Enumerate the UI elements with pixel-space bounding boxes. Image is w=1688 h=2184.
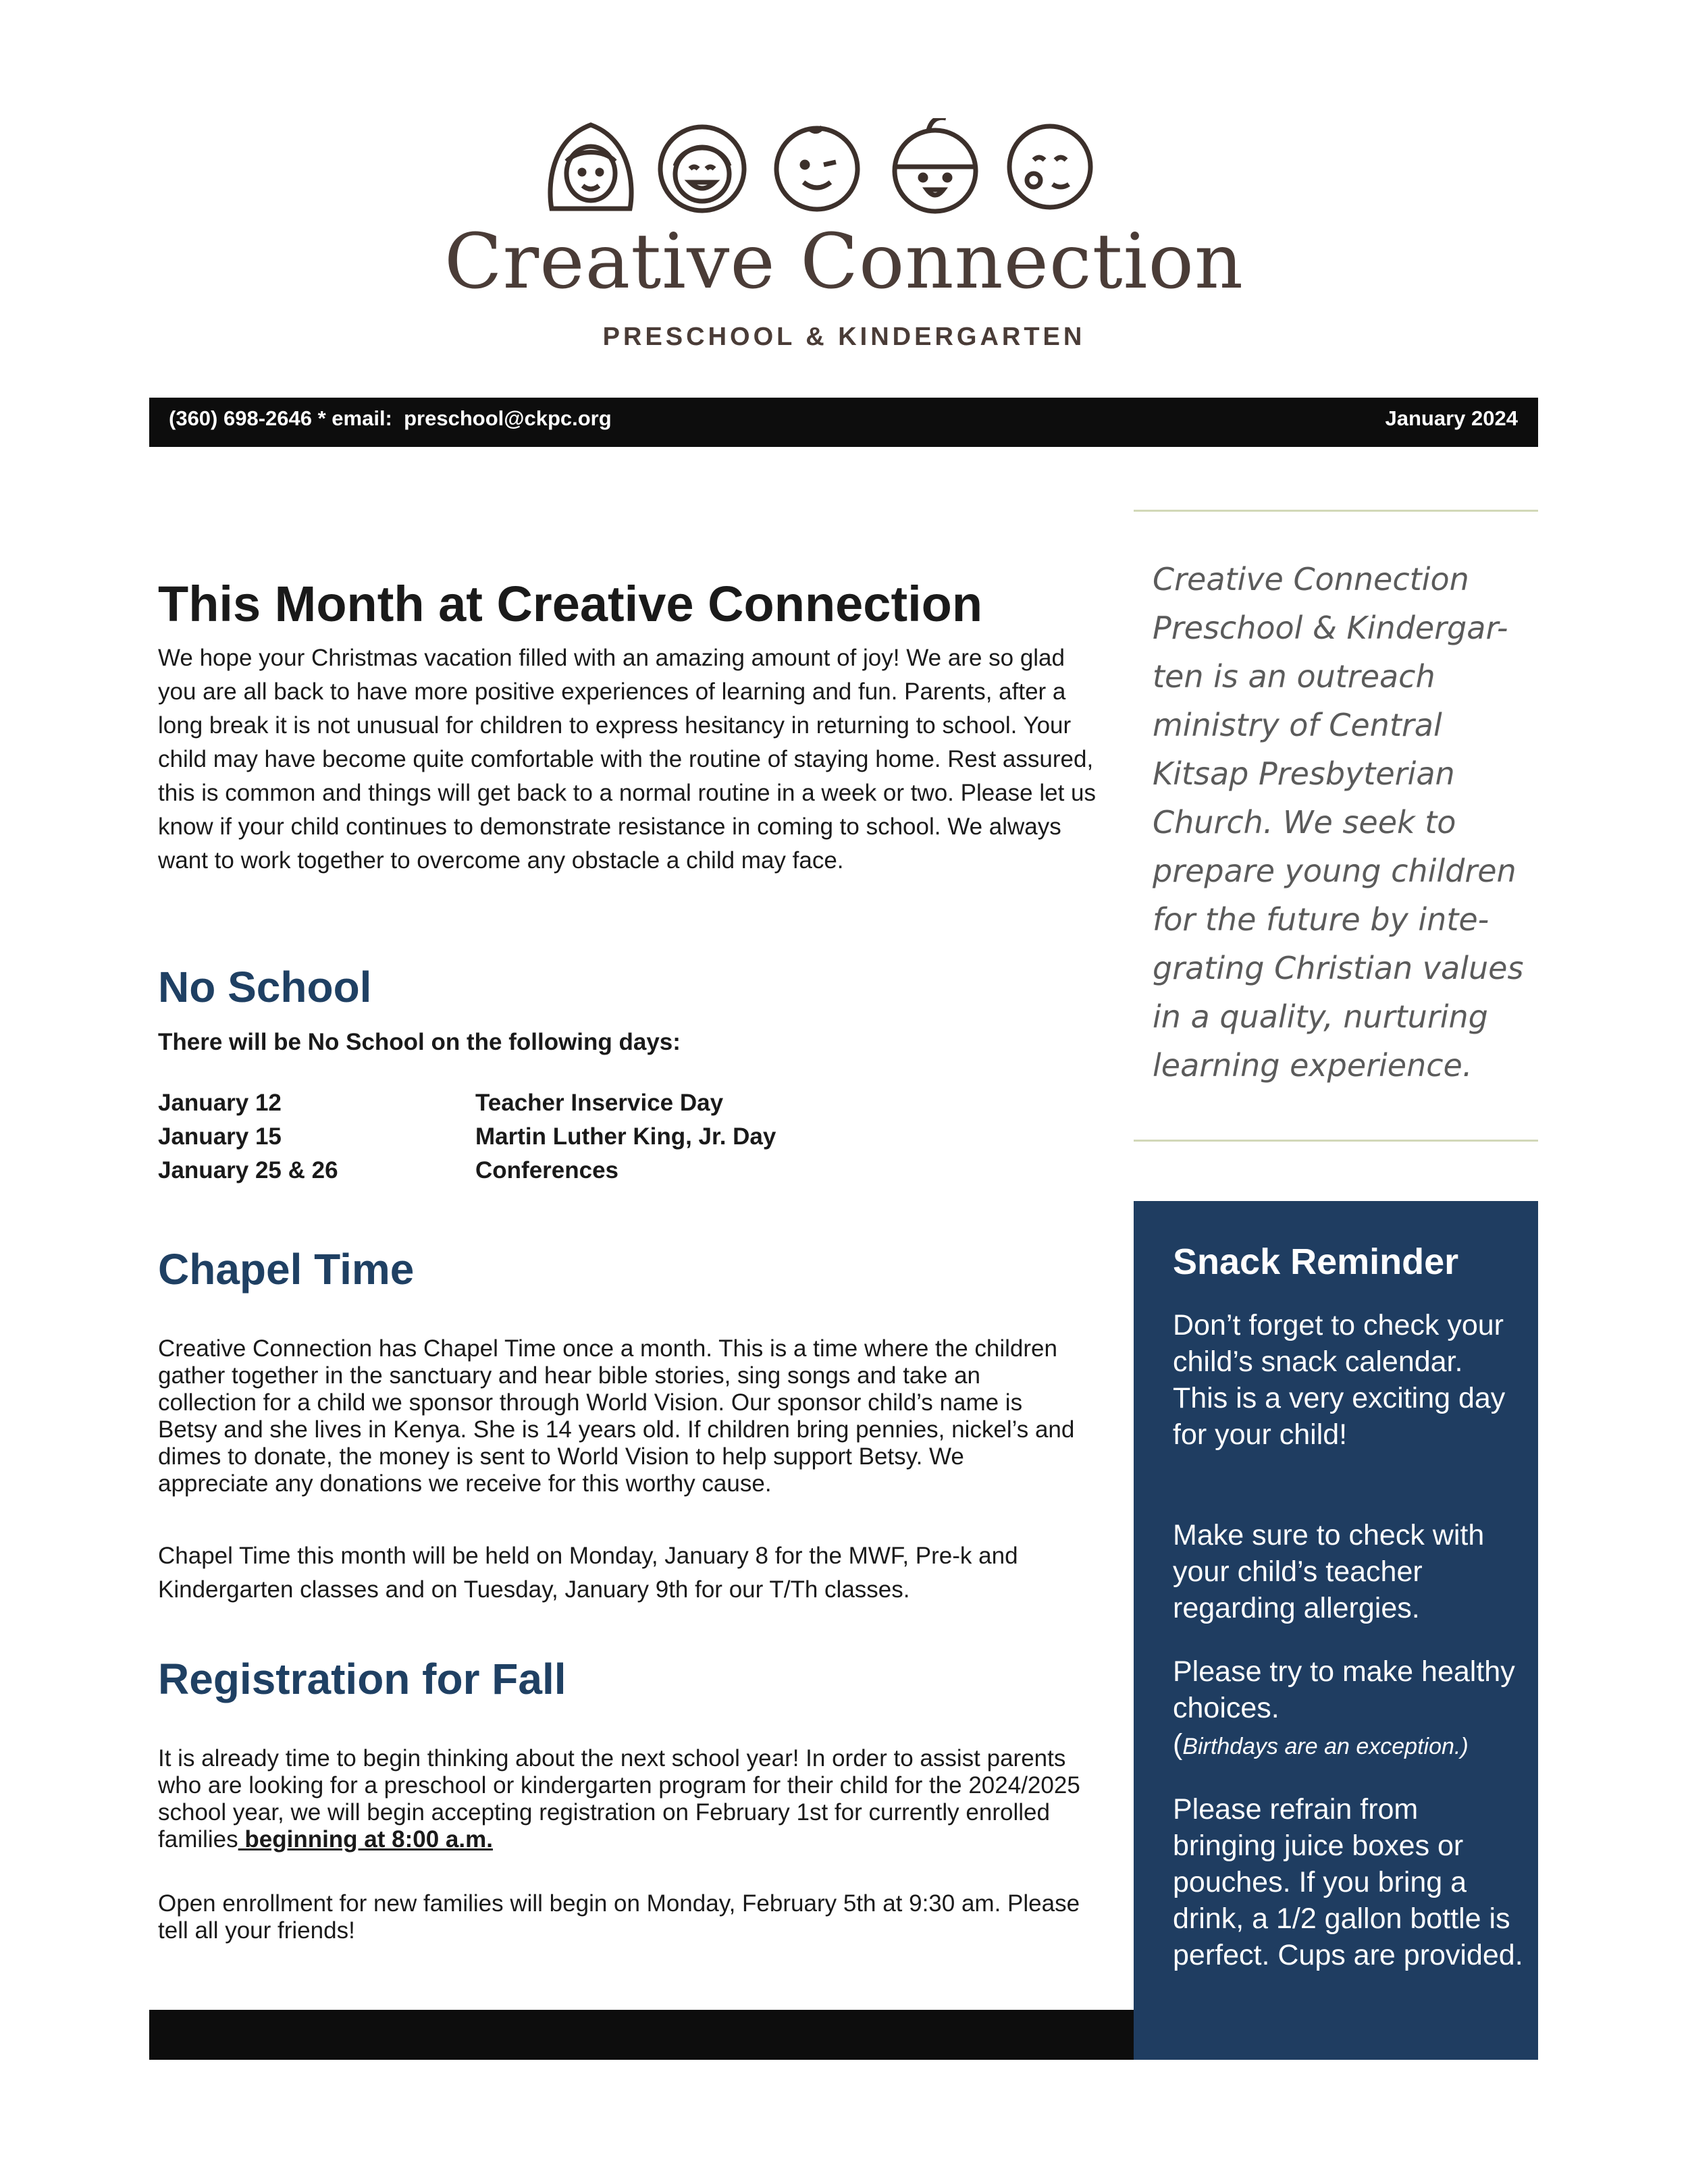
mission-line: grating Christian values bbox=[1153, 950, 1524, 986]
open-enrollment-paragraph: Open enrollment for new families will begin on Monday, February 5th at 9:30 am. Please tell all your friends! bbox=[158, 1890, 1080, 1944]
sidebar-rule-top bbox=[1134, 510, 1538, 512]
mission-line: Preschool & Kindergar- bbox=[1153, 610, 1508, 646]
mission-line: Church. We seek to bbox=[1153, 804, 1456, 841]
logo-subtitle: PRESCHOOL & KINDERGARTEN bbox=[602, 323, 1086, 351]
drinks-text: Please refrain from bringing juice boxes or pouches. If you bring a drink, a 1/2 gallon bottle is perfect. Cups are provided. bbox=[1173, 1793, 1523, 1971]
birthday-note bbox=[1173, 1726, 1524, 1765]
mission-line: learning experience. bbox=[1153, 1047, 1473, 1084]
allergies-text: Make sure to check with your child’s teacher regarding allergies. bbox=[1173, 1519, 1485, 1624]
mission-line: Kitsap Presbyterian bbox=[1153, 755, 1455, 792]
chapel-schedule-paragraph: Chapel Time this month will be held on Monday, January 8 for the MWF, Pre-k and Kindergarten classes and on Tuesday, January 9th for our T/Th classes. bbox=[158, 1543, 1018, 1603]
healthy-choices-text bbox=[1173, 1653, 1524, 1765]
sidebar-rule-bottom bbox=[1134, 1140, 1538, 1142]
registration-text: It is already time to begin thinking about the next school year! In order to assist parents who are looking for a preschool or kindergarten program for their child for the 2024/2025 school year, we will begin accepting registration on February 1st for currently enrolled families bbox=[158, 1745, 1080, 1853]
no-school-reason: Martin Luther King, Jr. Day bbox=[475, 1123, 776, 1150]
chapel-heading: Chapel Time bbox=[158, 1245, 415, 1294]
registration-time: beginning at 8:00 a.m. bbox=[238, 1826, 493, 1853]
mission-line: in a quality, nurturing bbox=[1153, 998, 1488, 1035]
logo-title: Creative Connection bbox=[444, 218, 1244, 306]
registration-heading: Registration for Fall bbox=[158, 1655, 566, 1703]
footer-bar bbox=[149, 2010, 1134, 2060]
no-school-reason: Teacher Inservice Day bbox=[475, 1090, 724, 1116]
no-school-date: January 25 & 26 bbox=[158, 1157, 338, 1183]
mission-line: ministry of Central bbox=[1153, 707, 1442, 743]
blushing-face-icon bbox=[1009, 126, 1090, 207]
mission-line: for the future by inte- bbox=[1153, 901, 1489, 938]
chapel-paragraph: Creative Connection has Chapel Time once a month. This is a time where the children gather together in the sanctuary and hear bible stories, sing songs and take an collection for a child we sponsor through World Vision. Our sponsor child’s name is Betsy and she lives in Kenya. She is 14 years old. If children bring pennies, nickel’s and dimes to donate, the money is sent to World Vision to help support Betsy. We appreciate any donations we receive for this worthy cause. bbox=[158, 1335, 1075, 1497]
toddler-face-icon bbox=[895, 118, 976, 211]
logo-faces bbox=[544, 118, 1097, 216]
no-school-date: January 12 bbox=[158, 1090, 282, 1116]
contact-info: (360) 698-2646 * email: preschool@ckpc.org bbox=[169, 406, 612, 430]
birthday-note-text: Birthdays are an exception.) bbox=[1182, 1734, 1469, 1759]
mission-line: Creative Connection bbox=[1153, 561, 1469, 597]
mission-line: ten is an outreach bbox=[1153, 658, 1435, 695]
winking-face-icon bbox=[776, 127, 858, 209]
no-school-lead: There will be No School on the following days: bbox=[158, 1029, 681, 1055]
intro-paragraph: We hope your Christmas vacation filled with an amazing amount of joy! We are so glad you are all back to have more positive experiences of learning and fun. Parents, after a long break it is not unusual for children to express hesitancy in returning to school. Your child may have become quite comfortable with the routine of staying home. Rest assured, this is common and things will get back to a normal routine in a week or two. Please let us know if your child continues to demonstrate resistance in coming to school. We always want to work together to overcome any obstacle a child may face. bbox=[158, 645, 1097, 874]
no-school-heading: No School bbox=[158, 963, 372, 1011]
page-title: This Month at Creative Connection bbox=[158, 576, 983, 632]
snack-reminder-title: Snack Reminder bbox=[1173, 1242, 1459, 1282]
snack-calendar-text: Don’t forget to check your child’s snack calendar. This is a very exciting day for your child! bbox=[1173, 1309, 1506, 1451]
no-school-date: January 15 bbox=[158, 1123, 282, 1150]
registration-paragraph bbox=[158, 1745, 1097, 1853]
no-school-reason: Conferences bbox=[475, 1157, 619, 1183]
girl-face-icon bbox=[550, 125, 631, 209]
healthy-choices-line: Please try to make healthy choices. bbox=[1173, 1655, 1515, 1724]
mission-line: prepare young children bbox=[1153, 853, 1516, 889]
birthday-note-paren: ( bbox=[1173, 1728, 1183, 1761]
mission-statement bbox=[1153, 555, 1531, 1090]
issue-date: January 2024 bbox=[1385, 406, 1518, 430]
smiling-face-icon bbox=[660, 127, 744, 211]
